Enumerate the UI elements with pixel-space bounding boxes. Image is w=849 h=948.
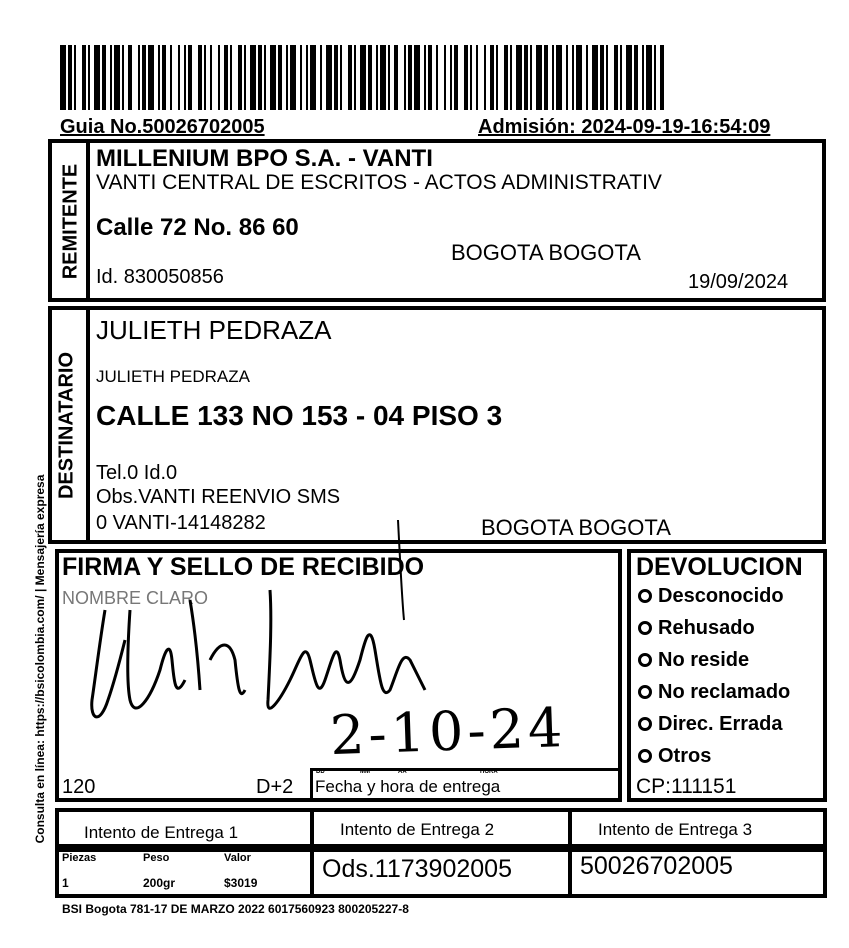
footer-text: BSI Bogota 781-17 DE MARZO 2022 6017560923 800205227-8 [62,902,409,916]
guia-number-box: 50026702005 [580,852,733,880]
piezas-header: Piezas [62,852,97,864]
devolucion-option-direc-errada[interactable]: Direc. Errada [638,713,783,736]
date-field-aa: AA [398,769,407,775]
destinatario-label: DESTINATARIO [55,351,78,500]
destinatario-city: BOGOTA BOGOTA [481,515,671,540]
guia-number: Guia No.50026702005 [60,116,265,138]
destinatario-name-secondary: JULIETH PEDRAZA [96,367,250,386]
devolucion-option-no-reside[interactable]: No reside [638,649,749,672]
date-field-dd: DD [316,769,325,775]
firma-delivery: D+2 [256,776,294,798]
date-field-mm: MM [360,769,370,775]
peso-header: Peso [143,852,170,864]
devolucion-option-no-reclamado[interactable]: No reclamado [638,681,790,704]
destinatario-ref: 0 VANTI-14148282 [96,512,266,534]
devolucion-title: DEVOLUCION [636,553,803,581]
destinatario-address: CALLE 133 NO 153 - 04 PISO 3 [96,400,503,431]
radio-circle-icon [638,589,652,603]
intento-2: Intento de Entrega 2 [340,820,495,839]
admision-date: Admisión: 2024-09-19-16:54:09 [478,116,771,138]
firma-subtitle: NOMBRE CLARO [62,588,209,608]
devolucion-option-otros[interactable]: Otros [638,745,711,768]
date-field-hora: HORA [480,769,498,775]
radio-circle-icon [638,653,652,667]
intento-1: Intento de Entrega 1 [84,823,239,842]
remitente-city: BOGOTA BOGOTA [451,240,641,265]
remitente-label: REMITENTE [59,163,82,280]
devolucion-option-rehusado[interactable]: Rehusado [638,617,755,640]
destinatario-tel: Tel.0 Id.0 [96,462,178,484]
valor-header: Valor [224,852,251,864]
remitente-address: Calle 72 No. 86 60 [96,214,299,241]
remitente-id: Id. 830050856 [96,266,224,288]
handwritten-date: 2-10-24 [328,695,568,768]
remitente-company: MILLENIUM BPO S.A. - VANTI [96,145,433,172]
peso-value: 200gr [143,876,176,890]
ods-number: Ods.1173902005 [322,855,512,883]
destinatario-name: JULIETH PEDRAZA [96,315,332,345]
radio-circle-icon [638,621,652,635]
remitente-date: 19/09/2024 [688,271,789,293]
destinatario-obs: Obs.VANTI REENVIO SMS [96,486,341,508]
valor-value: $3019 [224,876,258,890]
piezas-value: 1 [62,876,69,890]
radio-circle-icon [638,749,652,763]
remitente-department: VANTI CENTRAL DE ESCRITOS - ACTOS ADMINISTRATIV [96,171,662,194]
devolucion-option-desconocido[interactable]: Desconocido [638,585,784,608]
firma-code: 120 [62,776,96,798]
intento-3: Intento de Entrega 3 [598,820,753,839]
devolucion-cp: CP:111151 [636,775,737,798]
firma-title: FIRMA Y SELLO DE RECIBIDO [62,553,425,581]
side-consulta-text: Consulta en línea: https://bsicolombia.com/ | Mensajería expresa [33,474,47,844]
radio-circle-icon [638,685,652,699]
fecha-label: Fecha y hora de entrega [315,777,501,796]
radio-circle-icon [638,717,652,731]
